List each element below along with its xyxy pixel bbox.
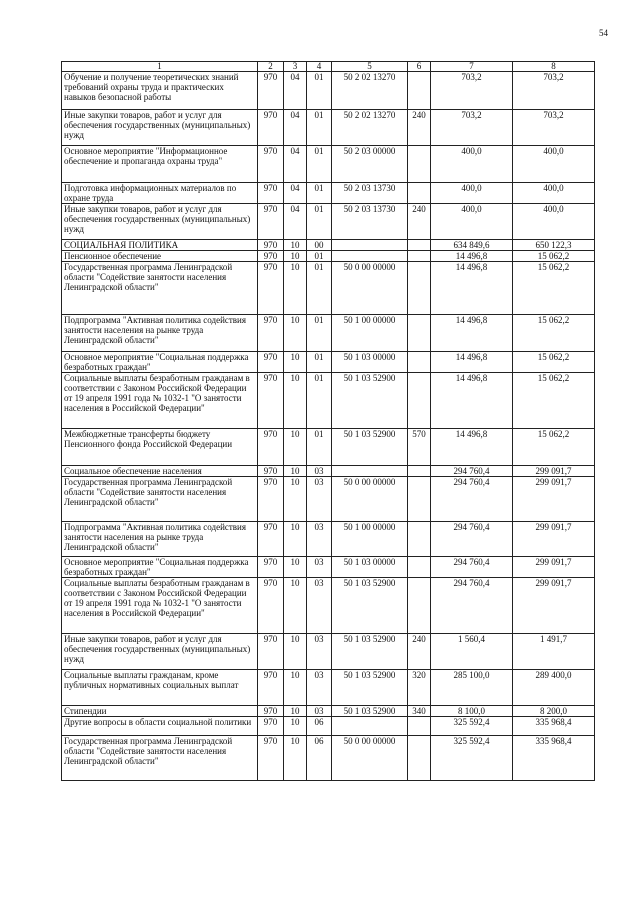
row-section: 10	[284, 706, 307, 717]
row-subsection: 03	[307, 466, 332, 477]
row-subsection: 01	[307, 183, 332, 204]
row-target-article: 50 1 03 52900	[332, 706, 408, 717]
row-amount-year1: 325 592,4	[431, 717, 513, 736]
row-target-article: 50 1 03 52900	[332, 373, 408, 429]
row-subsection: 01	[307, 315, 332, 352]
row-amount-year2: 703,2	[513, 110, 595, 146]
row-target-article	[332, 466, 408, 477]
row-subsection: 03	[307, 670, 332, 706]
row-expense-type: 320	[408, 670, 431, 706]
row-section: 10	[284, 670, 307, 706]
row-target-article: 50 0 00 00000	[332, 477, 408, 522]
table-row	[62, 204, 595, 240]
row-name: Государственная программа Ленинградской области "Содействие занятости населения Ленинградской области"	[62, 477, 258, 522]
budget-table	[61, 61, 595, 781]
row-amount-year2: 335 968,4	[513, 717, 595, 736]
row-section: 10	[284, 466, 307, 477]
row-subsection: 01	[307, 251, 332, 262]
row-name: СОЦИАЛЬНАЯ ПОЛИТИКА	[62, 240, 258, 251]
row-subsection: 01	[307, 72, 332, 110]
row-target-article: 50 2 03 13730	[332, 204, 408, 240]
header-col-7: 7	[431, 62, 513, 72]
row-expense-type	[408, 251, 431, 262]
row-name: Пенсионное обеспечение	[62, 251, 258, 262]
row-grbs: 970	[258, 72, 284, 110]
table-row	[62, 477, 595, 522]
table-row	[62, 634, 595, 670]
row-name: Подготовка информационных материалов по охране труда	[62, 183, 258, 204]
row-target-article: 50 1 03 00000	[332, 352, 408, 373]
row-expense-type	[408, 466, 431, 477]
row-grbs: 970	[258, 557, 284, 578]
row-section: 10	[284, 315, 307, 352]
row-subsection: 01	[307, 204, 332, 240]
row-expense-type	[408, 578, 431, 634]
row-expense-type	[408, 522, 431, 557]
table-row	[62, 146, 595, 183]
row-amount-year1: 294 760,4	[431, 522, 513, 557]
row-grbs: 970	[258, 477, 284, 522]
row-amount-year1: 400,0	[431, 146, 513, 183]
row-amount-year1: 294 760,4	[431, 477, 513, 522]
row-subsection: 03	[307, 522, 332, 557]
row-amount-year2: 299 091,7	[513, 466, 595, 477]
row-name: Социальные выплаты безработным гражданам в соответствии с Законом Российской Федерации от 19 апреля 1991 года № 1032-1 "О занятости населения в Российской Федерации"	[62, 578, 258, 634]
row-amount-year1: 8 100,0	[431, 706, 513, 717]
row-section: 10	[284, 634, 307, 670]
row-name: Основное мероприятие "Социальная поддержка безработных граждан"	[62, 352, 258, 373]
row-amount-year1: 703,2	[431, 72, 513, 110]
row-target-article: 50 1 00 00000	[332, 315, 408, 352]
row-subsection: 03	[307, 706, 332, 717]
table-row	[62, 522, 595, 557]
header-col-5: 5	[332, 62, 408, 72]
row-grbs: 970	[258, 240, 284, 251]
row-subsection: 03	[307, 557, 332, 578]
row-section: 10	[284, 557, 307, 578]
row-name: Иные закупки товаров, работ и услуг для обеспечения государственных (муниципальных) нужд	[62, 634, 258, 670]
row-expense-type	[408, 557, 431, 578]
row-target-article: 50 1 03 52900	[332, 670, 408, 706]
row-subsection: 00	[307, 240, 332, 251]
row-amount-year2: 15 062,2	[513, 352, 595, 373]
row-subsection: 01	[307, 146, 332, 183]
row-name: Социальное обеспечение населения	[62, 466, 258, 477]
table-row	[62, 466, 595, 477]
row-amount-year1: 294 760,4	[431, 557, 513, 578]
row-amount-year2: 15 062,2	[513, 251, 595, 262]
row-expense-type	[408, 352, 431, 373]
table-row	[62, 251, 595, 262]
row-expense-type: 570	[408, 429, 431, 466]
row-name: Социальные выплаты гражданам, кроме публичных нормативных социальных выплат	[62, 670, 258, 706]
row-name: Основное мероприятие "Информационное обеспечение и пропаганда охраны труда"	[62, 146, 258, 183]
row-grbs: 970	[258, 251, 284, 262]
row-name: Иные закупки товаров, работ и услуг для обеспечения государственных (муниципальных) нужд	[62, 204, 258, 240]
table-row	[62, 183, 595, 204]
row-amount-year2: 8 200,0	[513, 706, 595, 717]
row-amount-year2: 299 091,7	[513, 557, 595, 578]
row-section: 10	[284, 373, 307, 429]
row-amount-year1: 1 560,4	[431, 634, 513, 670]
row-section: 04	[284, 146, 307, 183]
row-subsection: 01	[307, 352, 332, 373]
row-name: Обучение и получение теоретических знаний требований охраны труда и практических навыков безопасной работы	[62, 72, 258, 110]
row-amount-year2: 400,0	[513, 146, 595, 183]
row-grbs: 970	[258, 315, 284, 352]
row-target-article: 50 2 03 00000	[332, 146, 408, 183]
table-row	[62, 429, 595, 466]
header-col-6: 6	[408, 62, 431, 72]
row-subsection: 03	[307, 634, 332, 670]
row-expense-type	[408, 717, 431, 736]
row-expense-type: 240	[408, 634, 431, 670]
row-target-article	[332, 251, 408, 262]
row-amount-year2: 650 122,3	[513, 240, 595, 251]
header-col-3: 3	[284, 62, 307, 72]
header-col-8: 8	[513, 62, 595, 72]
row-name: Подпрограмма "Активная политика содействия занятости населения на рынке труда Ленинградской области"	[62, 315, 258, 352]
row-target-article: 50 1 03 52900	[332, 429, 408, 466]
row-section: 10	[284, 429, 307, 466]
row-target-article	[332, 717, 408, 736]
table-row	[62, 373, 595, 429]
row-amount-year1: 634 849,6	[431, 240, 513, 251]
row-expense-type	[408, 736, 431, 781]
row-amount-year1: 14 496,8	[431, 315, 513, 352]
table-row	[62, 352, 595, 373]
row-name: Подпрограмма "Активная политика содействия занятости населения на рынке труда Ленинградской области"	[62, 522, 258, 557]
row-grbs: 970	[258, 204, 284, 240]
row-subsection: 06	[307, 717, 332, 736]
row-amount-year1: 285 100,0	[431, 670, 513, 706]
row-section: 10	[284, 251, 307, 262]
row-section: 04	[284, 204, 307, 240]
row-grbs: 970	[258, 373, 284, 429]
row-name: Государственная программа Ленинградской области "Содействие занятости населения Ленинградской области"	[62, 736, 258, 781]
page-number: 54	[599, 28, 608, 38]
row-grbs: 970	[258, 522, 284, 557]
table-row	[62, 110, 595, 146]
table-row	[62, 717, 595, 736]
table-row	[62, 670, 595, 706]
row-amount-year1: 14 496,8	[431, 429, 513, 466]
row-grbs: 970	[258, 717, 284, 736]
row-name: Иные закупки товаров, работ и услуг для обеспечения государственных (муниципальных) нужд	[62, 110, 258, 146]
row-grbs: 970	[258, 578, 284, 634]
row-name: Государственная программа Ленинградской области "Содействие занятости населения Ленинградской области"	[62, 262, 258, 315]
table-row	[62, 240, 595, 251]
row-amount-year1: 400,0	[431, 204, 513, 240]
row-expense-type	[408, 373, 431, 429]
table-row	[62, 706, 595, 717]
row-amount-year2: 15 062,2	[513, 429, 595, 466]
row-target-article: 50 1 03 00000	[332, 557, 408, 578]
row-amount-year1: 294 760,4	[431, 466, 513, 477]
row-grbs: 970	[258, 466, 284, 477]
table-row	[62, 262, 595, 315]
header-col-1: 1	[62, 62, 258, 72]
row-grbs: 970	[258, 262, 284, 315]
row-amount-year2: 299 091,7	[513, 578, 595, 634]
row-subsection: 01	[307, 373, 332, 429]
row-expense-type: 240	[408, 204, 431, 240]
row-amount-year2: 335 968,4	[513, 736, 595, 781]
row-amount-year1: 14 496,8	[431, 352, 513, 373]
row-section: 10	[284, 717, 307, 736]
table-row	[62, 315, 595, 352]
row-amount-year1: 14 496,8	[431, 373, 513, 429]
row-expense-type	[408, 146, 431, 183]
row-grbs: 970	[258, 634, 284, 670]
row-amount-year2: 299 091,7	[513, 522, 595, 557]
row-subsection: 03	[307, 477, 332, 522]
table-row	[62, 578, 595, 634]
row-target-article: 50 0 00 00000	[332, 736, 408, 781]
row-expense-type	[408, 315, 431, 352]
row-target-article: 50 1 03 52900	[332, 634, 408, 670]
row-target-article	[332, 240, 408, 251]
table-row	[62, 557, 595, 578]
row-target-article: 50 1 00 00000	[332, 522, 408, 557]
row-section: 10	[284, 522, 307, 557]
row-amount-year1: 294 760,4	[431, 578, 513, 634]
row-subsection: 01	[307, 429, 332, 466]
row-section: 04	[284, 183, 307, 204]
row-section: 10	[284, 262, 307, 315]
row-amount-year2: 15 062,2	[513, 262, 595, 315]
row-amount-year2: 15 062,2	[513, 315, 595, 352]
row-amount-year2: 703,2	[513, 72, 595, 110]
row-grbs: 970	[258, 110, 284, 146]
row-name: Стипендии	[62, 706, 258, 717]
row-amount-year1: 14 496,8	[431, 251, 513, 262]
row-amount-year1: 400,0	[431, 183, 513, 204]
row-target-article: 50 0 00 00000	[332, 262, 408, 315]
row-section: 10	[284, 352, 307, 373]
row-section: 04	[284, 72, 307, 110]
row-grbs: 970	[258, 706, 284, 717]
row-amount-year2: 400,0	[513, 183, 595, 204]
row-subsection: 03	[307, 578, 332, 634]
row-amount-year1: 14 496,8	[431, 262, 513, 315]
row-grbs: 970	[258, 736, 284, 781]
header-row	[62, 62, 595, 72]
row-grbs: 970	[258, 352, 284, 373]
row-amount-year2: 299 091,7	[513, 477, 595, 522]
row-amount-year2: 1 491,7	[513, 634, 595, 670]
row-grbs: 970	[258, 429, 284, 466]
row-amount-year2: 15 062,2	[513, 373, 595, 429]
row-expense-type	[408, 72, 431, 110]
row-subsection: 01	[307, 262, 332, 315]
row-amount-year1: 703,2	[431, 110, 513, 146]
row-target-article: 50 2 02 13270	[332, 110, 408, 146]
row-subsection: 06	[307, 736, 332, 781]
row-section: 04	[284, 110, 307, 146]
table-row	[62, 736, 595, 781]
row-target-article: 50 2 02 13270	[332, 72, 408, 110]
row-expense-type	[408, 477, 431, 522]
row-grbs: 970	[258, 183, 284, 204]
row-expense-type	[408, 262, 431, 315]
row-amount-year1: 325 592,4	[431, 736, 513, 781]
header-col-4: 4	[307, 62, 332, 72]
table-row	[62, 72, 595, 110]
row-expense-type: 240	[408, 110, 431, 146]
row-target-article: 50 1 03 52900	[332, 578, 408, 634]
row-section: 10	[284, 578, 307, 634]
row-expense-type	[408, 183, 431, 204]
row-name: Социальные выплаты безработным гражданам в соответствии с Законом Российской Федерации от 19 апреля 1991 года № 1032-1 "О занятости населения в Российской Федерации"	[62, 373, 258, 429]
row-expense-type: 340	[408, 706, 431, 717]
row-section: 10	[284, 736, 307, 781]
row-target-article: 50 2 03 13730	[332, 183, 408, 204]
row-expense-type	[408, 240, 431, 251]
row-amount-year2: 289 400,0	[513, 670, 595, 706]
row-name: Межбюджетные трансферты бюджету Пенсионного фонда Российской Федерации	[62, 429, 258, 466]
header-col-2: 2	[258, 62, 284, 72]
row-grbs: 970	[258, 670, 284, 706]
row-subsection: 01	[307, 110, 332, 146]
row-section: 10	[284, 477, 307, 522]
row-amount-year2: 400,0	[513, 204, 595, 240]
row-name: Основное мероприятие "Социальная поддержка безработных граждан"	[62, 557, 258, 578]
row-name: Другие вопросы в области социальной политики	[62, 717, 258, 736]
row-section: 10	[284, 240, 307, 251]
row-grbs: 970	[258, 146, 284, 183]
